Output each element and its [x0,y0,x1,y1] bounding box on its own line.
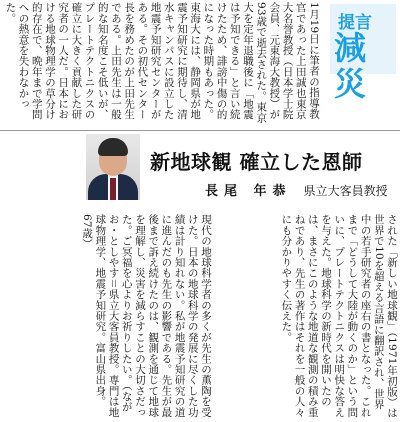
author-portrait [86,134,140,200]
column-tag-small: 提言 [338,13,372,33]
author-name: 長尾 年恭 [205,184,292,199]
column-tag [330,4,396,103]
article-body-bottom-right: された「新しい地球観」（1971年初版）は世界で10を超える言語に翻訳され、世界中の若手研究者の座右の書となった。これまで「どうして大陸が動くのか」という問いに、プレートテクトニクスは明快な答えを与えた。地球科学の新時代を開いたのは、まさにこのような地道な観測の積み重ねであり、先生の著作はそれを一般の人々にも分かりやすく伝えた。 [280,214,398,419]
byline [205,180,388,199]
article-body-bottom-left: 現代の地球科学者の多くが先生の薫陶を受けた。日本の地球科学の発展に尽くした功績は計り知れない。私が地震予知研究の道に進んだのも先生の影響である。先生が最後まで訴え続けたのは、観測を通じて地球を理解し、災害を減らすことの大切さだった。ご冥福を心よりお祈りしたい。（ながお・としやす＝県立大客員教授。専門は地球物理学、地震予知研究。富山県出身。67歳） [81,214,212,418]
section-divider [0,130,400,131]
author-title: 県立大客員教授 [303,184,388,198]
article-body-top: 1月19日に筆者の指導教官であった上田誠也東京大名誉教授（日本学士院会員、元東海大教授）が93歳で逝去された。東京大を定年退職後に「地震は予知できる」と言い続けたため、誹謗中傷の的になった時期もあった。東海大には、静岡県が地震予知研究に期待し、清水キャンパスに設立した地震予知研究センターがある。その初代センター長を務めたのが上田先生である。上田先生は一般的な知名度こそ低いが、プレートテクトニクスの確立に大きく貢献した研究者の一人だ。日本における地球物理学の草分け的存在で、晩年まで学問への熱意を失わなかった。 [4,2,320,123]
column-tag-big: 減災 [334,29,367,103]
article-headline: 新地球観 確立した恩師 [150,150,363,174]
